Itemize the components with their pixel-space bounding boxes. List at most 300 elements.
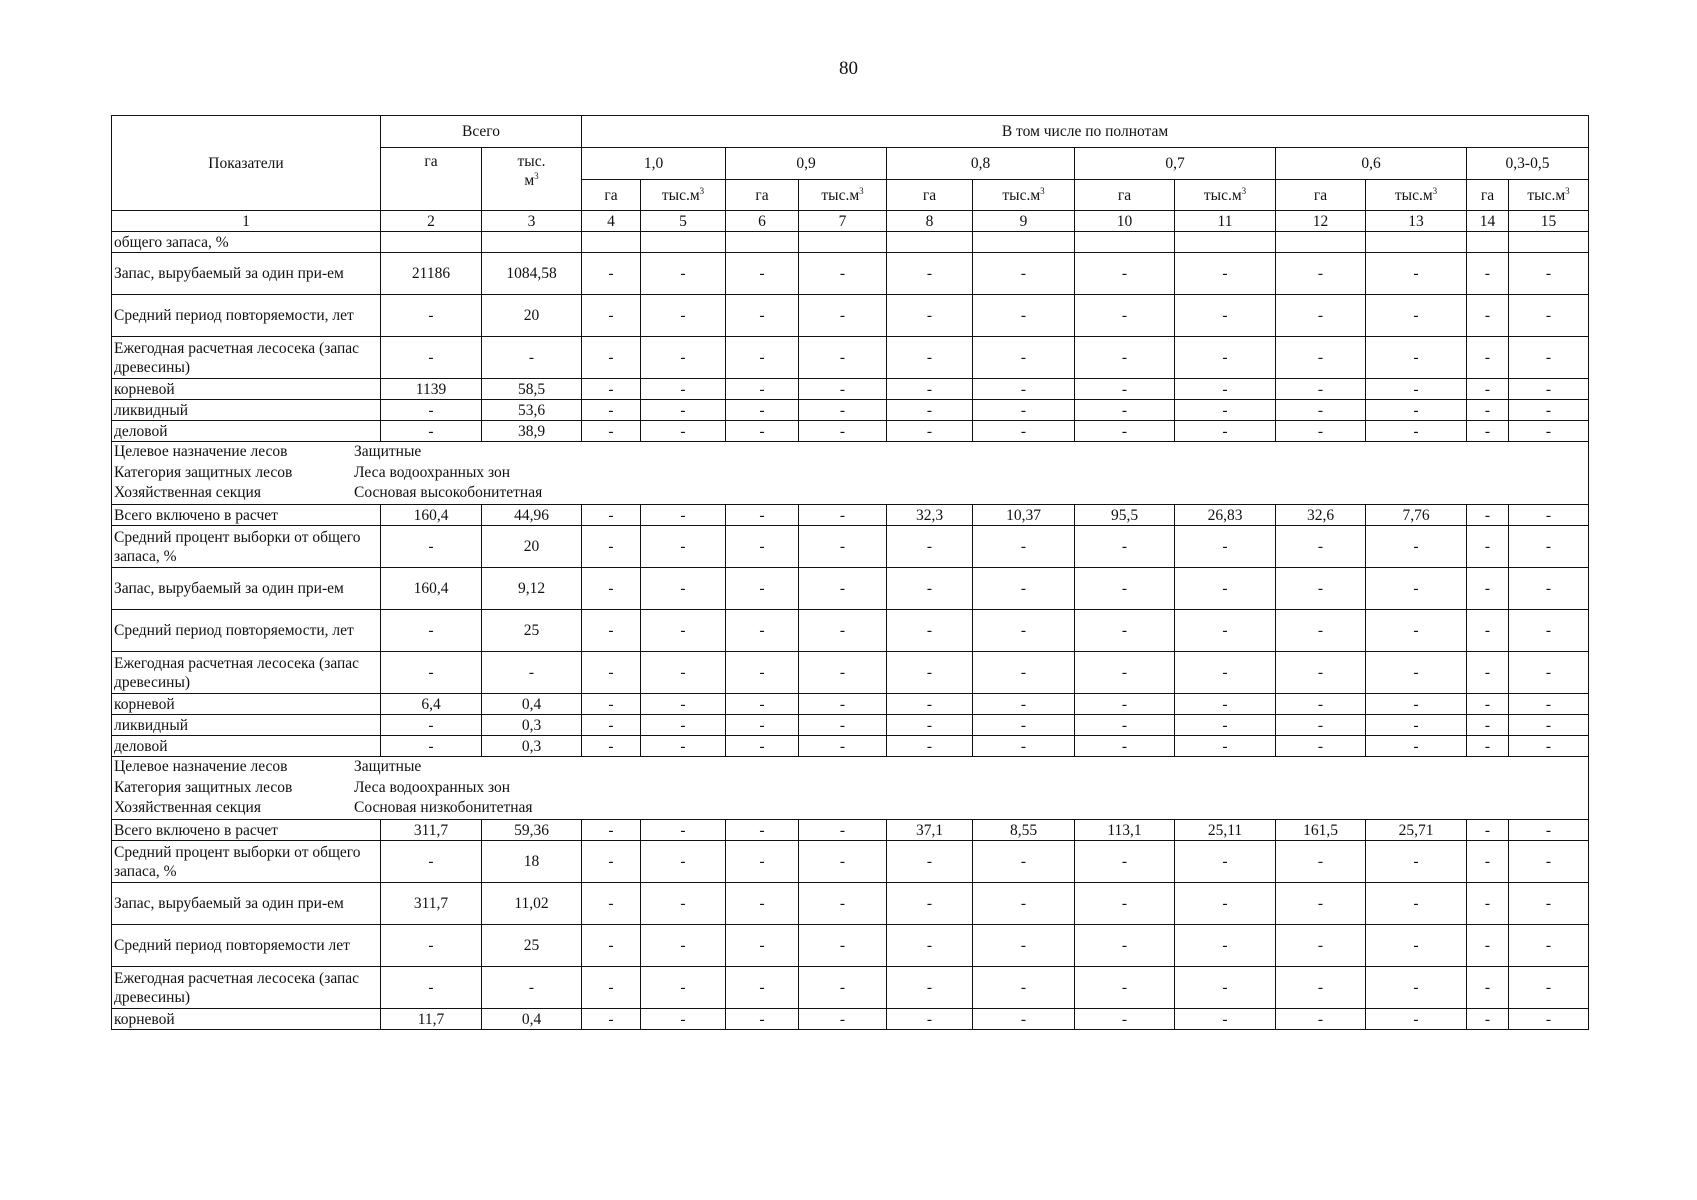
cell-value: -	[1509, 925, 1589, 967]
cell-value: -	[726, 715, 799, 736]
cell-value: -	[799, 736, 887, 757]
header-sub-thous-text: тыс.м	[1002, 186, 1041, 204]
cell-value: -	[1175, 421, 1276, 442]
cell-value: -	[973, 337, 1075, 379]
cell-value	[1276, 232, 1366, 253]
cell-value: 0,4	[482, 694, 582, 715]
row-label: общего запаса, %	[112, 232, 381, 253]
cell-value: -	[1467, 925, 1509, 967]
cell-value: -	[1509, 253, 1589, 295]
table-row	[112, 568, 1589, 610]
table-row	[112, 841, 1589, 883]
cell-value: 25,71	[1366, 820, 1467, 841]
col-number: 14	[1467, 211, 1509, 232]
cell-value: -	[381, 736, 482, 757]
cell-value: -	[1276, 337, 1366, 379]
cell-value: 160,4	[381, 568, 482, 610]
cell-value: -	[1366, 883, 1467, 925]
cell-value: -	[799, 610, 887, 652]
cell-value: -	[799, 841, 887, 883]
cell-value: -	[887, 694, 973, 715]
cell-value: -	[641, 736, 726, 757]
cell-value: -	[1509, 337, 1589, 379]
cell-value: -	[582, 820, 641, 841]
cell-value: -	[641, 400, 726, 421]
cell-value: -	[973, 883, 1075, 925]
header-sub-thous-m3	[641, 180, 726, 211]
cell-value: -	[1509, 295, 1589, 337]
cell-value: -	[641, 421, 726, 442]
cell-value: 18	[482, 841, 582, 883]
cell-value: -	[1366, 421, 1467, 442]
row-label: Запас, вырубаемый за один при-ем	[112, 568, 381, 610]
cell-value: 44,96	[482, 505, 582, 526]
col-number: 6	[726, 211, 799, 232]
cell-value: -	[799, 337, 887, 379]
cell-value: -	[726, 610, 799, 652]
cell-value: -	[1175, 736, 1276, 757]
row-label: Средний период повторяемости, лет	[112, 610, 381, 652]
cell-value: -	[973, 694, 1075, 715]
cell-value: -	[1366, 967, 1467, 1009]
cell-value: -	[582, 379, 641, 400]
cell-value	[1467, 232, 1509, 253]
header-sub-thous-text: тыс.м	[1527, 186, 1566, 204]
cell-value: 26,83	[1175, 505, 1276, 526]
cell-value: -	[973, 736, 1075, 757]
col-number: 4	[582, 211, 641, 232]
cell-value: -	[1276, 715, 1366, 736]
cell-value: -	[973, 841, 1075, 883]
cell-value: 0,3	[482, 736, 582, 757]
cell-value: -	[1075, 295, 1175, 337]
cell-value: 53,6	[482, 400, 582, 421]
cell-value: -	[1276, 610, 1366, 652]
cell-value: 311,7	[381, 883, 482, 925]
cell-value: -	[887, 1009, 973, 1030]
cell-value: -	[1366, 715, 1467, 736]
cell-value: -	[582, 694, 641, 715]
cell-value: -	[799, 883, 887, 925]
cell-value: -	[1467, 967, 1509, 1009]
row-label: корневой	[112, 694, 381, 715]
cell-value: -	[887, 295, 973, 337]
cell-value: -	[582, 736, 641, 757]
row-label: Запас, вырубаемый за один при-ем	[112, 883, 381, 925]
header-sub-ha: га	[726, 180, 799, 211]
col-number: 3	[482, 211, 582, 232]
cell-value: -	[381, 400, 482, 421]
table-row	[112, 652, 1589, 694]
cell-value: -	[381, 295, 482, 337]
cell-value: -	[726, 652, 799, 694]
header-sub-sup3: 3	[859, 185, 864, 196]
cell-value	[1509, 232, 1589, 253]
cell-value: -	[582, 610, 641, 652]
cell-value: -	[887, 568, 973, 610]
cell-value: -	[726, 379, 799, 400]
cell-value: -	[799, 694, 887, 715]
row-label: Средний период повторяемости, лет	[112, 295, 381, 337]
col-number: 5	[641, 211, 726, 232]
cell-value: -	[1276, 1009, 1366, 1030]
section-purpose-label: Целевое назначение лесов	[114, 443, 288, 461]
col-number: 7	[799, 211, 887, 232]
cell-value: -	[381, 610, 482, 652]
header-sub-ha: га	[1276, 180, 1366, 211]
cell-value: -	[973, 1009, 1075, 1030]
cell-value: -	[973, 526, 1075, 568]
cell-value: -	[1175, 400, 1276, 421]
cell-value: -	[1467, 736, 1509, 757]
header-total-thous-text: тыс.	[517, 153, 546, 170]
cell-value: -	[973, 295, 1075, 337]
cell-value: -	[641, 379, 726, 400]
cell-value: -	[1075, 568, 1175, 610]
cell-value: -	[1509, 379, 1589, 400]
header-total-ha: га	[381, 148, 482, 211]
header-density-0-9: 0,9	[726, 148, 887, 180]
section-category-value: Леса водоохранных зон	[354, 778, 511, 796]
cell-value: -	[973, 379, 1075, 400]
cell-value: -	[1075, 610, 1175, 652]
cell-value: -	[887, 526, 973, 568]
cell-value	[973, 232, 1075, 253]
cell-value: -	[887, 967, 973, 1009]
cell-value: 161,5	[1276, 820, 1366, 841]
header-total: Всего	[381, 116, 582, 148]
cell-value: -	[381, 841, 482, 883]
cell-value: -	[1366, 694, 1467, 715]
cell-value: -	[1175, 967, 1276, 1009]
cell-value: -	[582, 253, 641, 295]
cell-value: -	[799, 715, 887, 736]
table-row	[112, 1009, 1589, 1030]
section-economic-value: Сосновая низкобонитетная	[354, 799, 533, 817]
cell-value: -	[1075, 967, 1175, 1009]
cell-value: -	[582, 925, 641, 967]
cell-value: -	[641, 610, 726, 652]
cell-value: 20	[482, 526, 582, 568]
cell-value: -	[1276, 379, 1366, 400]
row-label: ликвидный	[112, 715, 381, 736]
cell-value: 59,36	[482, 820, 582, 841]
cell-value: -	[1467, 568, 1509, 610]
row-label: Ежегодная расчетная лесосека (запас древесины)	[112, 337, 381, 379]
cell-value: -	[1276, 568, 1366, 610]
cell-value: -	[726, 253, 799, 295]
header-indicators: Показатели	[112, 116, 381, 211]
section-economic-value: Сосновая высокобонитетная	[354, 484, 543, 502]
header-total-sup3: 3	[534, 170, 539, 181]
cell-value: -	[582, 967, 641, 1009]
header-sub-thous-m3	[799, 180, 887, 211]
cell-value: -	[726, 841, 799, 883]
cell-value: 8,55	[973, 820, 1075, 841]
cell-value: -	[641, 1009, 726, 1030]
header-sub-thous-text: тыс.м	[1203, 186, 1242, 204]
cell-value: -	[1075, 925, 1175, 967]
cell-value: -	[887, 736, 973, 757]
cell-value: -	[1509, 421, 1589, 442]
cell-value: -	[1175, 610, 1276, 652]
cell-value: -	[1467, 505, 1509, 526]
section-category-label: Категория защитных лесов	[114, 463, 293, 481]
cell-value: 25	[482, 610, 582, 652]
cell-value: -	[1276, 253, 1366, 295]
cell-value	[726, 232, 799, 253]
cell-value: 95,5	[1075, 505, 1175, 526]
cell-value: -	[1366, 610, 1467, 652]
cell-value: -	[1467, 841, 1509, 883]
cell-value: 11,02	[482, 883, 582, 925]
cell-value: -	[887, 379, 973, 400]
cell-value: -	[799, 820, 887, 841]
table-row	[112, 715, 1589, 736]
cell-value: -	[1276, 967, 1366, 1009]
row-label: ликвидный	[112, 400, 381, 421]
cell-value	[582, 232, 641, 253]
cell-value: 11,7	[381, 1009, 482, 1030]
cell-value: -	[799, 295, 887, 337]
col-number: 13	[1366, 211, 1467, 232]
cell-value: -	[1366, 400, 1467, 421]
cell-value: -	[381, 925, 482, 967]
section-purpose-value: Защитные	[354, 443, 422, 461]
row-label: Запас, вырубаемый за один при-ем	[112, 253, 381, 295]
cell-value: -	[1276, 400, 1366, 421]
cell-value: -	[1075, 421, 1175, 442]
cell-value: -	[973, 652, 1075, 694]
cell-value: -	[1175, 1009, 1276, 1030]
cell-value: -	[973, 715, 1075, 736]
cell-value: -	[1467, 400, 1509, 421]
cell-value: -	[1366, 736, 1467, 757]
cell-value: -	[726, 337, 799, 379]
cell-value	[641, 232, 726, 253]
cell-value: -	[641, 925, 726, 967]
cell-value: -	[973, 400, 1075, 421]
cell-value: -	[1175, 568, 1276, 610]
cell-value: -	[887, 925, 973, 967]
cell-value: -	[641, 883, 726, 925]
cell-value: -	[1366, 253, 1467, 295]
cell-value: -	[582, 400, 641, 421]
cell-value: -	[1075, 526, 1175, 568]
cell-value: 1139	[381, 379, 482, 400]
cell-value: -	[887, 652, 973, 694]
cell-value: 0,3	[482, 715, 582, 736]
cell-value: -	[1276, 421, 1366, 442]
cell-value	[1075, 232, 1175, 253]
cell-value: 21186	[381, 253, 482, 295]
cell-value: -	[1075, 253, 1175, 295]
cell-value: -	[1276, 694, 1366, 715]
header-sub-ha: га	[582, 180, 641, 211]
cell-value: -	[482, 337, 582, 379]
cell-value: -	[1509, 610, 1589, 652]
cell-value: -	[726, 736, 799, 757]
header-sub-thous-m3	[1509, 180, 1589, 211]
cell-value: -	[381, 337, 482, 379]
cell-value: -	[1276, 841, 1366, 883]
cell-value	[1175, 232, 1276, 253]
header-sub-thous-text: тыс.м	[661, 186, 700, 204]
cell-value: -	[1175, 379, 1276, 400]
table-row	[112, 967, 1589, 1009]
cell-value: -	[641, 715, 726, 736]
cell-value: -	[381, 652, 482, 694]
cell-value: -	[1175, 253, 1276, 295]
cell-value: -	[887, 400, 973, 421]
cell-value: -	[1509, 694, 1589, 715]
cell-value: -	[973, 421, 1075, 442]
cell-value: -	[1276, 736, 1366, 757]
cell-value: -	[482, 652, 582, 694]
cell-value: -	[582, 841, 641, 883]
table-row	[112, 694, 1589, 715]
header-by-density: В том числе по полнотам	[582, 116, 1589, 148]
cell-value: -	[1366, 337, 1467, 379]
cell-value: -	[1276, 526, 1366, 568]
section-header	[112, 442, 1589, 505]
cell-value: -	[799, 526, 887, 568]
cell-value: -	[582, 295, 641, 337]
table-row	[112, 253, 1589, 295]
table-row	[112, 736, 1589, 757]
row-label: Всего включено в расчет	[112, 820, 381, 841]
header-sub-sup3: 3	[1432, 185, 1438, 196]
cell-value: -	[1467, 715, 1509, 736]
cell-value: -	[582, 652, 641, 694]
cell-value: -	[1075, 736, 1175, 757]
cell-value: -	[799, 379, 887, 400]
cell-value: 311,7	[381, 820, 482, 841]
column-number-row	[112, 211, 1589, 232]
cell-value: 0,4	[482, 1009, 582, 1030]
cell-value: -	[799, 652, 887, 694]
cell-value: -	[1509, 820, 1589, 841]
cell-value: -	[1366, 652, 1467, 694]
cell-value: -	[1276, 883, 1366, 925]
table-row	[112, 610, 1589, 652]
cell-value: -	[799, 400, 887, 421]
cell-value: -	[1509, 841, 1589, 883]
header-total-thous-m3	[482, 148, 582, 211]
cell-value: -	[381, 526, 482, 568]
header-density-0-8: 0,8	[887, 148, 1075, 180]
cell-value: -	[1075, 337, 1175, 379]
row-label: Всего включено в расчет	[112, 505, 381, 526]
cell-value: -	[726, 883, 799, 925]
cell-value: 32,3	[887, 505, 973, 526]
cell-value	[799, 232, 887, 253]
section-purpose-value: Защитные	[354, 758, 422, 776]
header-sub-thous-m3	[1175, 180, 1276, 211]
cell-value: -	[1509, 568, 1589, 610]
header-sub-ha: га	[1467, 180, 1509, 211]
table-row	[112, 232, 1589, 253]
cell-value: -	[1467, 295, 1509, 337]
row-label: Ежегодная расчетная лесосека (запас древесины)	[112, 967, 381, 1009]
cell-value: -	[799, 421, 887, 442]
cell-value: -	[641, 526, 726, 568]
header-sub-ha: га	[887, 180, 973, 211]
cell-value: 32,6	[1276, 505, 1366, 526]
table-row	[112, 295, 1589, 337]
cell-value: -	[973, 568, 1075, 610]
cell-value: -	[1075, 379, 1175, 400]
header-sub-ha: га	[1075, 180, 1175, 211]
cell-value: -	[1467, 610, 1509, 652]
cell-value: -	[1509, 736, 1589, 757]
section-purpose-label: Целевое назначение лесов	[114, 758, 288, 776]
cell-value: -	[1509, 652, 1589, 694]
cell-value: -	[799, 967, 887, 1009]
row-label: деловой	[112, 736, 381, 757]
cell-value: -	[887, 883, 973, 925]
cell-value: -	[582, 337, 641, 379]
section-economic-label: Хозяйственная секция	[114, 799, 261, 817]
cell-value: -	[1509, 715, 1589, 736]
cell-value: -	[973, 967, 1075, 1009]
cell-value: 9,12	[482, 568, 582, 610]
cell-value: -	[1175, 694, 1276, 715]
cell-value: -	[1366, 925, 1467, 967]
table-row	[112, 505, 1589, 526]
cell-value: -	[582, 883, 641, 925]
cell-value: -	[641, 253, 726, 295]
section-header	[112, 757, 1589, 820]
cell-value: -	[799, 253, 887, 295]
header-sub-sup3: 3	[1241, 185, 1247, 196]
cell-value: 6,4	[381, 694, 482, 715]
cell-value: -	[1276, 652, 1366, 694]
cell-value: -	[1509, 526, 1589, 568]
cell-value: -	[799, 568, 887, 610]
header-sub-thous-m3	[973, 180, 1075, 211]
row-label: деловой	[112, 421, 381, 442]
row-label: корневой	[112, 1009, 381, 1030]
cell-value: -	[641, 295, 726, 337]
cell-value: -	[1075, 694, 1175, 715]
header-sub-sup3: 3	[1040, 185, 1045, 196]
cell-value	[887, 232, 973, 253]
cell-value: -	[1175, 652, 1276, 694]
cell-value: -	[1175, 883, 1276, 925]
cell-value: -	[1366, 841, 1467, 883]
section-category-value: Леса водоохранных зон	[354, 463, 511, 481]
cell-value: -	[582, 715, 641, 736]
cell-value: -	[641, 337, 726, 379]
row-label: Средний процент выборки от общего запаса, %	[112, 841, 381, 883]
cell-value: -	[1467, 421, 1509, 442]
row-label: Средний процент выборки от общего запаса, %	[112, 526, 381, 568]
cell-value: -	[1175, 295, 1276, 337]
col-number: 12	[1276, 211, 1366, 232]
table-row	[112, 337, 1589, 379]
table-row	[112, 400, 1589, 421]
section-economic-label: Хозяйственная секция	[114, 484, 261, 502]
cell-value: -	[887, 337, 973, 379]
cell-value: -	[1467, 652, 1509, 694]
table-row	[112, 883, 1589, 925]
cell-value: -	[1175, 841, 1276, 883]
header-sub-sup3: 3	[1565, 185, 1570, 196]
cell-value: -	[582, 568, 641, 610]
cell-value	[482, 232, 582, 253]
row-label: Ежегодная расчетная лесосека (запас древесины)	[112, 652, 381, 694]
